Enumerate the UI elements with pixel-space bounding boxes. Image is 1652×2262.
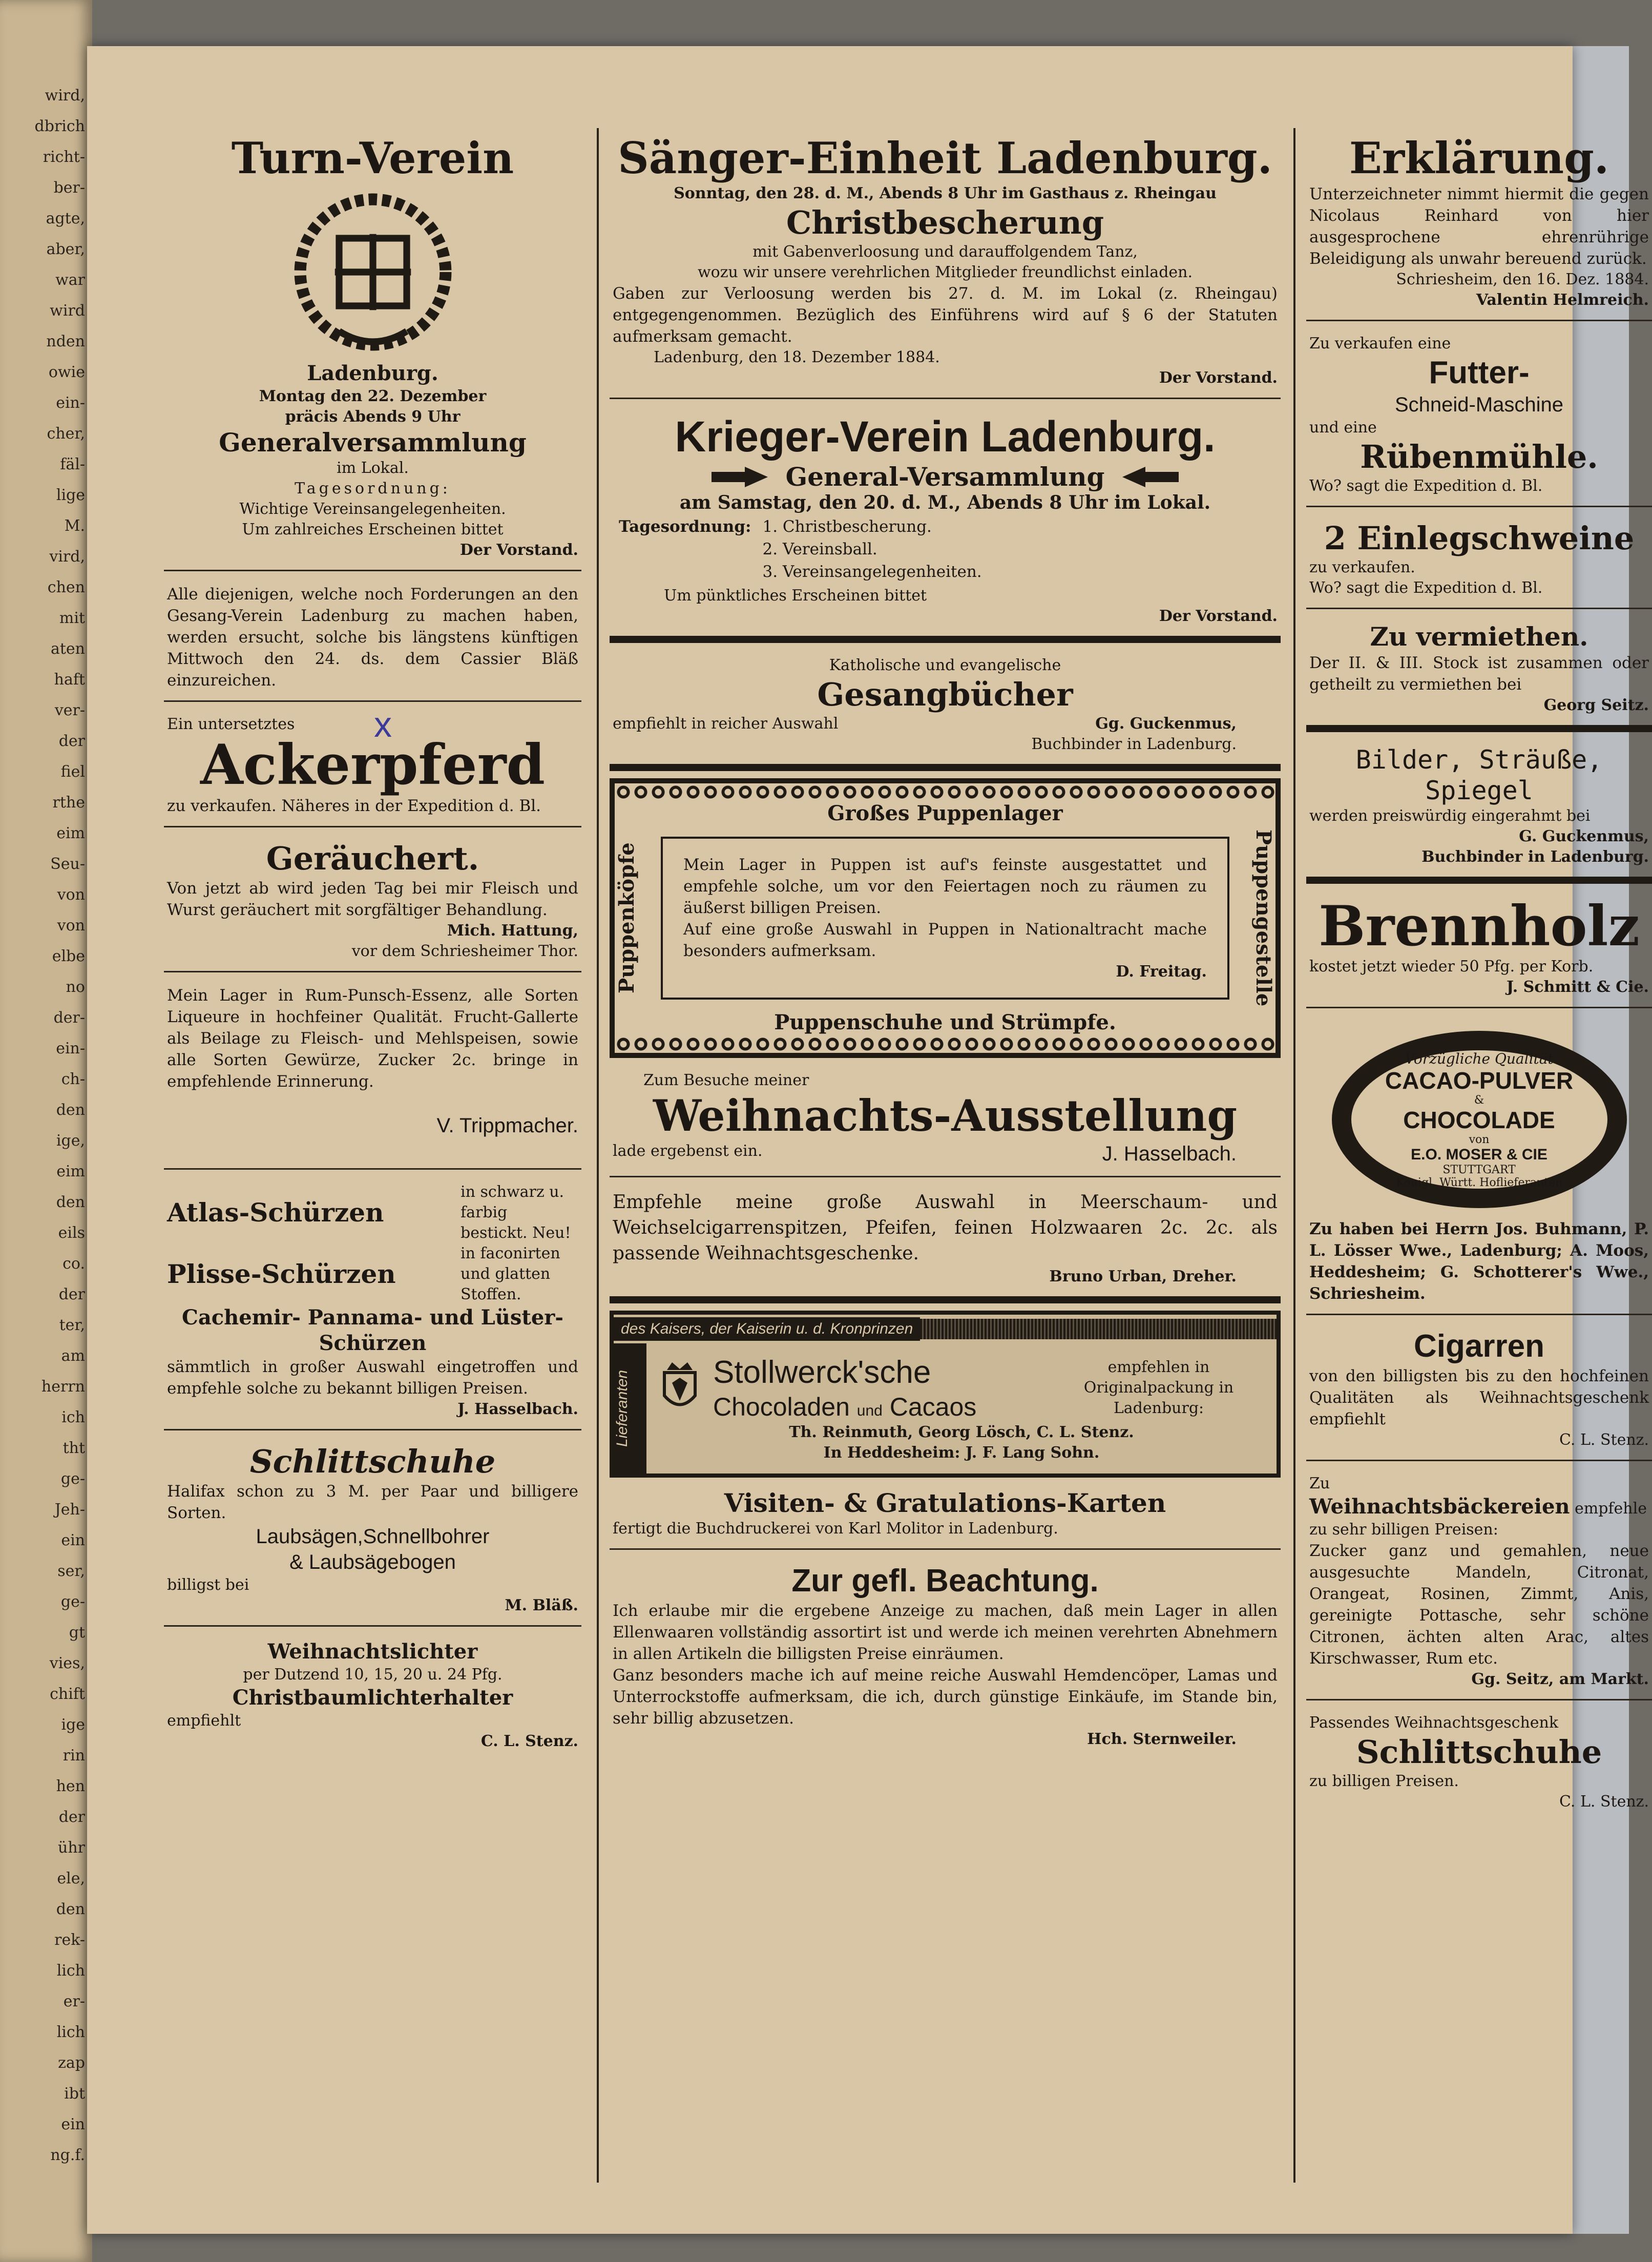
ad-urban (610, 1185, 1281, 1303)
previous-page-fragment: rin (62, 1747, 85, 1765)
logo-line: & (1474, 1093, 1484, 1107)
ad-names: In Heddesheim: J. F. Lang Sohn. (823, 1444, 1100, 1462)
ad-text: Gaben zur Verloosung werden bis 27. d. M. im Lokal (z. Rheingau) entgegengenommen. Bezüglich des Einführens wird auf § 6 der Statuten aufmerksam gemacht. (613, 284, 1278, 346)
ad-text: Von jetzt ab wird jeden Tag bei mir Fleisch und Wurst geräuchert mit sorgfältiger Behandlung. (167, 879, 578, 919)
ad-weihnachtsbaeckereien (1306, 1468, 1652, 1700)
ad-title: Geräuchert. (266, 840, 479, 877)
previous-page-fragment: Seu- (50, 855, 85, 873)
previous-page-fragment: dbrich (34, 117, 85, 135)
ad-text: sämmtlich in großer Auswahl eingetroffen und empfehle solche zu bekannt billigen Preisen. (167, 1358, 578, 1398)
logo-line: Vorzügliche Qualität (1405, 1050, 1554, 1067)
royal-crest-icon (657, 1360, 703, 1416)
previous-page-fragment: ein- (56, 1040, 85, 1057)
signature: Der Vorstand. (459, 541, 578, 559)
ad-title: Cigarren (1414, 1329, 1544, 1364)
previous-page-fragment: ein (61, 2115, 85, 2133)
ad-text: Mein Lager in Rum-Punsch-Essenz, alle Sorten Liqueure in hochfeiner Qualität. Frucht-Gallerte als Beilage zu Fleisch- und Mehlspeisen, sowie alle Sorten Gewürze, Zucker 2c. bringe in empfehlende Erinnerung. (167, 986, 578, 1091)
previous-page-fragment: Jeh- (54, 1501, 85, 1519)
ad-text: empfehlen in Originalpackung in Ladenburg: (1083, 1358, 1234, 1417)
previous-page-fragment: der- (53, 1009, 85, 1027)
signature-sub: Buchbinder in Ladenburg. (1031, 735, 1237, 753)
previous-page-fragment: der (58, 1808, 85, 1826)
ad-title: Gesangbücher (817, 676, 1073, 713)
ad-text: von den billigsten bis zu den hochfeinen Qualitäten als Weihnachtsgeschenk empfiehlt (1309, 1367, 1649, 1428)
previous-page-fragment: lich (56, 2023, 85, 2041)
brand: Stollwerck'sche (713, 1355, 931, 1390)
ad-text: Empfehle meine große Auswahl in Meerschaum- und Weichselcigarrenspitzen, Pfeifen, feinen Holzwaaren 2c. 2c. als passende Weihnachtsgeschenke. (613, 1192, 1278, 1264)
ad-krieger-verein (610, 406, 1281, 643)
doll-text-box (661, 837, 1229, 1000)
ad-text: zu verkaufen. Näheres in der Expedition d. Bl. (167, 797, 541, 815)
invite: Um zahlreiches Erscheinen bittet (242, 521, 504, 538)
ad-puppenlager (610, 778, 1281, 1058)
previous-page-fragment: mit (59, 609, 85, 627)
previous-page-fragment: agte, (46, 210, 85, 227)
ad-title: Sänger-Einheit Ladenburg. (618, 133, 1272, 183)
previous-page-fragment: ver- (54, 701, 85, 719)
ad-text: Ich erlaube mir die ergebene Anzeige zu machen, daß mein Lager in allen Ellenwaaren vollständig assortirt ist und werde ich meinen verehrten Abnehmern in allen Artikeln die billigsten Preise einräumen. (613, 1602, 1278, 1663)
previous-page-fragment: den (56, 1900, 85, 1918)
stollwerck-main (646, 1343, 1277, 1474)
ad-title: Bilder, Sträuße, (1355, 745, 1603, 775)
ad-saenger-einheit (610, 128, 1281, 399)
ad-side: in schwarz u. farbig bestickt. Neu! (461, 1183, 571, 1242)
ad-pre: Katholische und evangelische (829, 656, 1061, 674)
ad-text: zu billigen Preisen. (1309, 1772, 1459, 1790)
ad-title: Zu vermiethen. (1370, 621, 1588, 652)
time: präcis Abends 9 Uhr (285, 408, 461, 426)
side-label: Puppengestelle (1251, 829, 1275, 1007)
previous-page-fragment: rek- (54, 1931, 85, 1949)
banner-text: des Kaisers, der Kaiserin u. d. Kronprinzen (614, 1317, 920, 1341)
logo-line: von (1469, 1133, 1490, 1146)
previous-page-fragment: rthe (52, 794, 85, 812)
previous-page-fragment: ch- (61, 1070, 85, 1088)
ad-title: Erklärung. (1349, 133, 1609, 183)
brand-sub: und (856, 1402, 883, 1419)
signature: D. Freitag. (1116, 963, 1207, 981)
ad-title: Spiegel (1425, 776, 1533, 805)
signature: Der Vorstand. (1159, 369, 1278, 387)
ad-footer: Puppenschuhe und Strümpfe. (774, 1010, 1116, 1034)
ad-text: Mein Lager in Puppen ist auf's feinste ausgestattet und empfehle solche, um vor den Feiertagen noch zu räumen zu äußerst billigen Preisen. (683, 856, 1207, 917)
ad-line: Sonntag, den 28. d. M., Abends 8 Uhr im Gasthaus z. Rheingau (674, 184, 1217, 202)
signature: V. Trippmacher. (436, 1114, 578, 1137)
ad-text: empfehle zu sehr billigen Preisen: (1309, 1500, 1647, 1539)
ad-title: Weihnachtslichter (267, 1640, 478, 1664)
ad-weihnachtsgeschenk (1306, 1708, 1652, 1821)
previous-page-fragment: der (58, 1285, 85, 1303)
previous-page-fragment: am (61, 1347, 85, 1365)
previous-page-fragment: no (66, 978, 85, 996)
signature: J. Hasselbach. (1102, 1143, 1237, 1165)
event: General-Versammlung (785, 462, 1105, 492)
brand-sub: Cacaos (889, 1393, 977, 1421)
previous-page-fragment: herrn (41, 1378, 85, 1396)
logo-line: CHOCOLADE (1403, 1106, 1555, 1133)
brand-row (657, 1354, 1266, 1422)
brand-sub: Chocoladen (713, 1393, 850, 1421)
previous-page-fragment: elbe (52, 947, 85, 965)
newspaper-page (87, 46, 1649, 2234)
previous-page-fragment: ge- (60, 1593, 85, 1611)
previous-page-fragment: vird, (49, 548, 85, 566)
ad-title: Brennholz (1319, 894, 1640, 959)
place: Ladenburg. (307, 361, 438, 385)
date: Schriesheim, den 16. Dez. 1884. (1396, 271, 1649, 288)
previous-page-fragment: er- (63, 1993, 85, 2010)
brand-block (713, 1354, 1041, 1422)
ad-title: Atlas-Schürzen (167, 1197, 384, 1228)
previous-page-fragment: vies, (49, 1654, 85, 1672)
ad-title: Schlittschuhe (249, 1443, 496, 1480)
ad-text: Zu haben bei Herrn Jos. Buhmann, P. L. Lösser Wwe., Ladenburg; A. Moos, Heddesheim; G. Schotterer's Wwe., Schriesheim. (1309, 1220, 1649, 1303)
previous-page-fragment: wird (50, 302, 85, 320)
signature: Valentin Helmreich. (1476, 291, 1649, 309)
ad-text: Halifax schon zu 3 M. per Paar und billigere Sorten. (167, 1482, 578, 1522)
ad-title: Turn-Verein (231, 133, 514, 183)
previous-page-fragment: der (58, 732, 85, 750)
ad-text: empfiehlt in reicher Auswahl (613, 715, 839, 733)
cacao-oval-logo (1332, 1031, 1627, 1208)
agenda-item: 2. Vereinsball. (762, 540, 877, 558)
ad-ackerpferd (164, 704, 581, 827)
signature: Mich. Hattung, (447, 922, 578, 940)
ad-trippmacher (164, 980, 581, 1170)
previous-page-fragment: nden (46, 333, 85, 350)
ad-line: am Samstag, den 20. d. M., Abends 8 Uhr im Lokal. (679, 492, 1211, 513)
ad-text: und eine (1309, 419, 1377, 437)
ad-schlittschuhe (164, 1438, 581, 1627)
previous-page-fragment: von (57, 886, 85, 904)
side-label: Puppenköpfe (615, 842, 639, 994)
ad-text: zu verkaufen. (1309, 558, 1415, 576)
ad-geraeuchert (164, 835, 581, 972)
ad-stollwerck (610, 1311, 1281, 1478)
previous-page-fragment: ibt (64, 2085, 85, 2103)
previous-page-fragment: tht (62, 1439, 85, 1457)
previous-page-fragment: ein- (56, 394, 85, 412)
ad-text: werden preiswürdig eingerahmt bei (1309, 807, 1591, 825)
ad-visitenkarten (610, 1483, 1281, 1550)
previous-page-fragment: fiel (60, 763, 85, 781)
column-rule (597, 128, 599, 2183)
previous-page-fragment: zap (58, 2054, 85, 2072)
ad-beachtung (610, 1557, 1281, 1759)
ad-footer (613, 714, 1278, 734)
ad-gesang-verein (164, 578, 581, 702)
previous-page-fragment: cher, (47, 425, 85, 443)
ad-text: Unterzeichneter nimmt hiermit die gegen Nicolaus Reinhard von hier ausgesprochene ehrenrührige Beleidigung als unwahr bereuend zurück. (1309, 185, 1649, 268)
ad-text: Alle diejenigen, welche noch Forderungen an den Gesang-Verein Ladenburg zu machen haben, werden ersucht, solche bis längstens künftigen Mittwoch den 24. ds. dem Cassier Bläß einzureichen. (167, 585, 578, 690)
ad-pre: Ein untersetztes (167, 715, 295, 733)
stollwerck-body (614, 1343, 1277, 1474)
ad-footer (613, 1141, 1278, 1167)
previous-page-fragment: hen (56, 1777, 85, 1795)
ad-text: Zucker ganz und gemahlen, neue ausgesuchte Mandeln, Citronat, Orangeat, Rosinen, Zimmt, Anis, gereinigte Pottasche, sehr schöne Citronen, ächten alten Arac, altes Kirschwasser, Rum etc. (1309, 1542, 1649, 1668)
previous-page-fragment: owie (48, 363, 85, 381)
date: Ladenburg, den 18. Dezember 1884. (654, 348, 940, 366)
pearl-border (615, 783, 1275, 801)
ad-pre: Zu verkaufen eine (1309, 335, 1451, 352)
ad-title: Rübenmühle. (1360, 438, 1598, 475)
row (167, 1182, 578, 1243)
column-rule (1293, 128, 1295, 2183)
previous-page-fragment: chift (50, 1685, 85, 1703)
previous-page-fragment: lige (56, 486, 85, 504)
ad-text: billigst bei (167, 1576, 249, 1594)
ad-line: wozu wir unsere verehrlichen Mitglieder freundlichst einladen. (697, 263, 1193, 281)
pearl-border (615, 1035, 1275, 1053)
logo-line: Königl. Württ. Hoflieferanten (1395, 1176, 1563, 1189)
signature: C. L. Stenz. (1559, 1793, 1649, 1811)
signature: Georg Seitz. (1543, 696, 1649, 714)
ad-line: Laubsägen,Schnellbohrer (256, 1525, 490, 1548)
agenda-table (613, 515, 988, 584)
signature: J. Schmitt & Cie. (1506, 978, 1649, 996)
signature: Hch. Sternweiler. (1087, 1730, 1237, 1748)
ad-weihnachtslichter (164, 1634, 581, 1761)
previous-page-fragment: ige, (56, 1132, 85, 1150)
previous-page-fragment: ele, (57, 1870, 85, 1887)
ad-vermiethen (1306, 616, 1652, 732)
ad-cigarren (1306, 1322, 1652, 1461)
ad-title: Visiten- & Gratulations-Karten (724, 1488, 1166, 1518)
previous-page-fragment: co. (62, 1255, 85, 1273)
ad-text: Wo? sagt die Expedition d. Bl. (1309, 579, 1543, 597)
ad-bilder (1306, 739, 1652, 884)
ad-weihnachts-ausstellung (610, 1065, 1281, 1177)
ad-cacao (1306, 1015, 1652, 1315)
ad-subtitle: Schneid-Maschine (1394, 393, 1564, 416)
ink-mark: x (374, 704, 392, 744)
ad-title: Schlittschuhe (1356, 1733, 1602, 1771)
stollwerck-banner (614, 1315, 1277, 1343)
previous-page-fragment: aber, (46, 240, 85, 258)
agenda-item: 3. Vereinsangelegenheiten. (762, 563, 982, 581)
signature: C. L. Stenz. (480, 1732, 578, 1750)
ad-pre: Zu (1309, 1475, 1330, 1492)
agenda-item: 1. Christbescherung. (762, 517, 932, 536)
agenda-label: Tagesordnung: (619, 517, 751, 536)
event-row (613, 462, 1278, 492)
invite: Um pünktliches Erscheinen bittet (664, 587, 927, 605)
ad-text: per Dutzend 10, 15, 20 u. 24 Pfg. (243, 1666, 503, 1684)
ad-text: kostet jetzt wieder 50 Pfg. per Korb. (1309, 958, 1594, 976)
ad-title: Großes Puppenlager (827, 801, 1063, 825)
agenda-label: Tagesordnung: (295, 480, 451, 497)
ad-text: Wo? sagt die Expedition d. Bl. (1309, 477, 1543, 495)
previous-page-fragment: M. (64, 517, 85, 535)
event: Generalversammlung (219, 427, 527, 458)
previous-page-fragment: fäl- (60, 455, 85, 473)
ad-text: Auf eine große Auswahl in Puppen in Nationaltracht mache besonders aufmerksam. (683, 920, 1207, 960)
previous-page-fragment: ser, (57, 1562, 85, 1580)
ad-title: Zur gefl. Beachtung. (791, 1563, 1099, 1599)
previous-page-fragment: den (56, 1101, 85, 1119)
signature: C. L. Stenz. (1559, 1431, 1649, 1449)
signature: M. Bläß. (505, 1596, 578, 1614)
previous-page-fragment: wird, (45, 87, 85, 105)
ad-subtitle: Cachemir- Pannama- und Lüster-Schürzen (182, 1305, 563, 1355)
pointing-hand-left-icon (1120, 464, 1181, 490)
previous-page-fragment: ich (61, 1408, 85, 1426)
previous-page-fragment: ige (61, 1716, 85, 1734)
ad-title: Krieger-Verein Ladenburg. (675, 412, 1216, 461)
ad-side: in faconirten und glatten Stoffen. (461, 1244, 560, 1303)
ad-title: Weihnachts-Ausstellung (653, 1090, 1238, 1141)
previous-page-fragment: lich (56, 1962, 85, 1980)
ad-text: lade ergebenst ein. (613, 1142, 763, 1160)
ad-subtitle: Christbaumlichterhalter (232, 1686, 513, 1710)
ad-text: Der II. & III. Stock ist zusammen oder getheilt zu vermiethen bei (1309, 654, 1649, 694)
logo-line: STUTTGART (1442, 1163, 1516, 1176)
ad-erklaerung (1306, 128, 1652, 321)
ad-schuerzen (164, 1177, 581, 1430)
date: Montag den 22. Dezember (259, 387, 487, 405)
cacao-oval-inner (1351, 1050, 1607, 1189)
column-left (164, 128, 581, 1768)
row (167, 1243, 578, 1305)
ad-pre: Zum Besuche meiner (643, 1071, 809, 1089)
previous-page-fragment: aten (50, 640, 85, 658)
ad-turn-verein (164, 128, 581, 571)
signature-sub: vor dem Schriesheimer Thor. (351, 942, 578, 960)
previous-page-fragment: chen (47, 578, 85, 596)
ad-text: empfiehlt (167, 1712, 241, 1730)
signature: J. Hasselbach. (457, 1400, 578, 1418)
previous-page-fragment: den (56, 1193, 85, 1211)
location: im Lokal. (337, 459, 409, 477)
previous-page-fragment: ühr (58, 1839, 85, 1857)
previous-page-fragment: eim (56, 824, 85, 842)
ad-line: & Laubsägebogen (289, 1551, 456, 1573)
previous-page-fragment: ber- (53, 179, 85, 197)
ad-brennholz (1306, 891, 1652, 1008)
hatch (920, 1319, 1277, 1339)
previous-page-fragment: eils (58, 1224, 85, 1242)
previous-page-fragment: gt (69, 1624, 85, 1642)
pointing-hand-right-icon (709, 464, 770, 490)
previous-page-fragment: eim (56, 1163, 85, 1180)
previous-page-fragment: richt- (43, 148, 85, 166)
ad-gesangbuecher (610, 650, 1281, 771)
previous-page-fragment: war (55, 271, 85, 289)
agenda: Wichtige Vereinsangelegenheiten. (239, 500, 506, 518)
event: Christbescherung (786, 204, 1104, 241)
previous-page-fragment: ge- (60, 1470, 85, 1488)
signature: Gg. Guckenmus, (1095, 715, 1237, 733)
ad-text: fertigt die Buchdruckerei von Karl Molitor in Ladenburg. (613, 1520, 1058, 1538)
column-right (1306, 128, 1652, 1829)
ad-futter (1306, 328, 1652, 507)
previous-page-fragment: ng.f. (50, 2146, 85, 2164)
ad-pre: Passendes Weihnachtsgeschenk (1309, 1714, 1559, 1732)
previous-page-fragment: haft (54, 671, 85, 689)
column-middle (610, 128, 1281, 1766)
ad-title: Plisse-Schürzen (167, 1259, 396, 1289)
previous-page-fragment: ein (61, 1531, 85, 1549)
ad-names: Th. Reinmuth, Georg Lösch, C. L. Stenz. (789, 1423, 1134, 1441)
logo-line: E.O. MOSER & CIE (1411, 1146, 1548, 1163)
side-label: Lieferanten (614, 1343, 646, 1474)
ad-title: Futter- (1429, 355, 1530, 390)
turner-emblem-icon (288, 188, 457, 357)
previous-page-fragment: von (57, 917, 85, 935)
ad-line: mit Gabenverloosung und darauffolgendem Tanz, (752, 243, 1138, 261)
previous-page-fragment: ter, (59, 1316, 85, 1334)
ad-title: Ackerpferd (200, 733, 546, 797)
ad-title: Weihnachtsbäckereien (1309, 1495, 1570, 1519)
doll-box (615, 826, 1275, 1010)
ad-text: Ganz besonders mache ich auf meine reiche Auswahl Hemdencöper, Lamas und Unterrockstoffe aufmerksam, die ich, durch günstige Einkäufe, im Stande bin, sehr billig abzusetzen. (613, 1666, 1278, 1728)
ad-einlegschweine (1306, 514, 1652, 609)
signature: G. Guckenmus, (1519, 827, 1649, 845)
previous-page-edge (0, 0, 92, 2262)
signature-sub: Buchbinder in Ladenburg. (1421, 848, 1649, 866)
signature: Bruno Urban, Dreher. (1049, 1268, 1237, 1285)
ad-title: 2 Einlegschweine (1324, 520, 1635, 557)
logo-line: CACAO-PULVER (1385, 1067, 1574, 1094)
signature: Der Vorstand. (1159, 607, 1278, 625)
signature: Gg. Seitz, am Markt. (1471, 1670, 1649, 1688)
